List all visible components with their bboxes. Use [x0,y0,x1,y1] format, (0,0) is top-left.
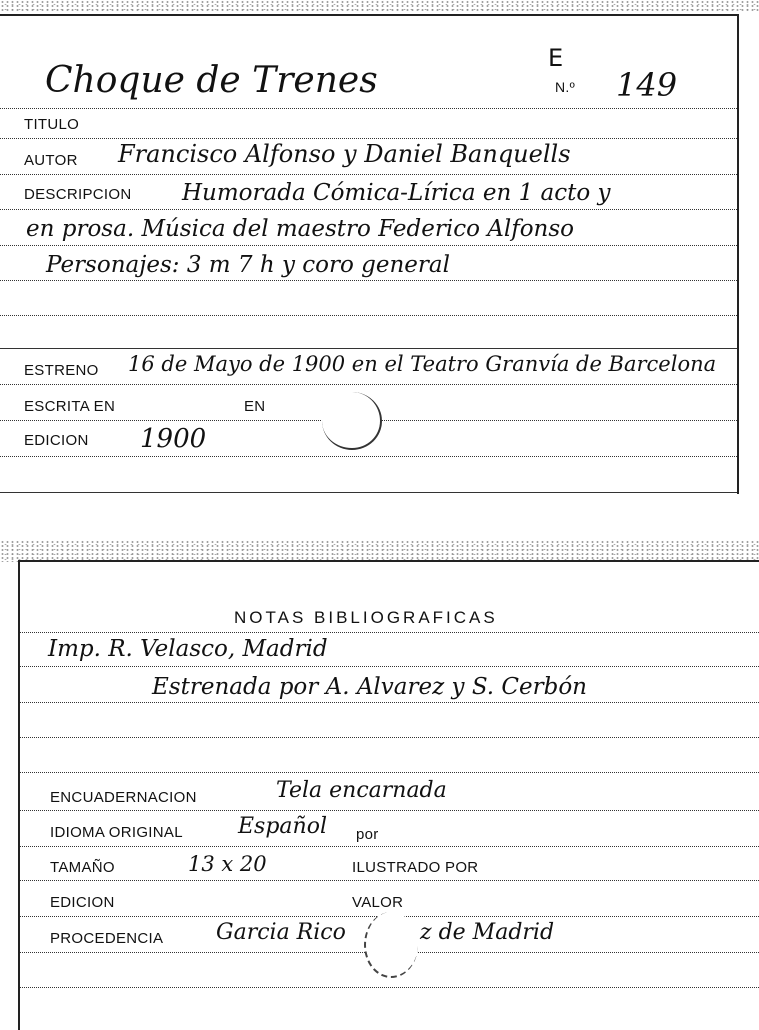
edition-label: EDICION [24,432,89,449]
binding-line [20,810,759,811]
language-value: Español [238,814,327,839]
description-rule-1 [0,209,737,210]
written-label: ESCRITA EN [24,398,116,415]
language-label: IDIOMA ORIGINAL [50,824,183,841]
description-line-1: Humorada Cómica-Lírica en 1 acto y [182,180,611,206]
punch-hole-front [322,392,382,450]
provenance-value-b: z de Madrid [420,920,555,945]
description-rule-4 [0,315,737,316]
premiere-label: ESTRENO [24,362,99,379]
premiere-line [0,384,737,385]
number-label: N.º [555,79,576,95]
size-label: TAMAÑO [50,859,115,876]
description-line-2: en prosa. Música del maestro Federico Alfonso [26,216,575,242]
illustrated-label: ILUSTRADO POR [352,859,479,876]
binding-label: ENCUADERNACION [50,789,197,806]
author-line [0,174,737,175]
notes-line-1: Imp. R. Velasco, Madrid [48,636,328,662]
language-line [20,846,759,847]
notes-rule-1 [20,666,759,667]
provenance-value-a: Garcia Rico [216,920,346,945]
catalog-card-front [0,14,739,494]
back-edition-label: EDICION [50,894,115,911]
edition-value: 1900 [140,424,207,454]
binding-value: Tela encarnada [276,778,447,803]
notes-rule-2 [20,702,759,703]
notes-rule-3 [20,737,759,738]
edition-line [0,456,737,457]
back-rule-last [20,987,759,988]
description-rule-2 [0,245,737,246]
description-label: DESCRIPCION [24,186,132,203]
heading-line [20,632,759,633]
written-in-label: EN [244,398,266,415]
description-line-3: Personajes: 3 m 7 h y coro general [46,252,450,278]
notes-line-2: Estrenada por A. Alvarez y S. Cerbón [152,674,587,700]
premiere-value: 16 de Mayo de 1900 en el Teatro Granvía de Barcelona [128,352,717,376]
notes-rule-4 [20,772,759,773]
punch-hole-back [364,912,418,978]
catalog-card-back [18,560,759,1030]
description-rule-5 [0,348,737,349]
author-label: AUTOR [24,152,78,169]
title-line [0,108,737,109]
provenance-label: PROCEDENCIA [50,930,164,947]
size-value: 13 x 20 [188,852,267,876]
title-value: Choque de Trenes [45,60,378,101]
front-bottom-line [0,492,737,493]
size-line [20,880,759,881]
middle-speckle [0,540,759,562]
language-by-label: por [356,826,379,843]
top-speckle [0,0,759,12]
value-label: VALOR [352,894,404,911]
title-label: TITULO [24,116,80,133]
notes-heading: NOTAS BIBLIOGRAFICAS [234,608,498,627]
number-value: 149 [616,66,678,104]
description-rule-3 [0,280,737,281]
title-label-line [0,138,737,139]
number-prefix: E [548,44,564,72]
author-value: Francisco Alfonso y Daniel Banquells [118,140,571,168]
